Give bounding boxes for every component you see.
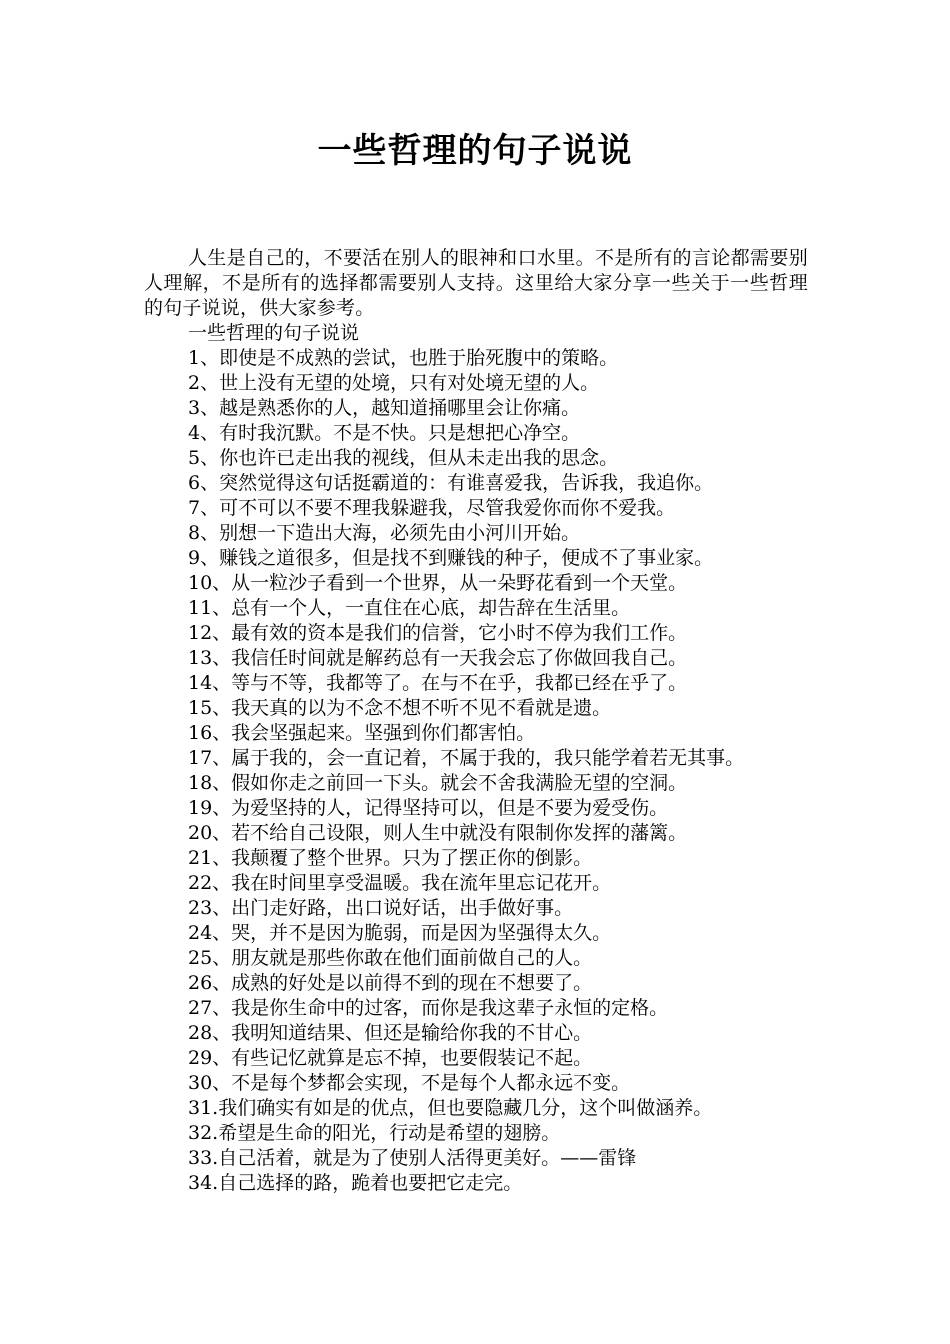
list-item: 8、别想一下造出大海，必须先由小河川开始。 [188,522,581,544]
list-item: 30、不是每个梦都会实现，不是每个人都永远不变。 [188,1072,631,1094]
list-item: 27、我是你生命中的过客，而你是我这辈子永恒的定格。 [188,997,669,1019]
quote-list [144,346,808,1196]
list-item: 12、最有效的资本是我们的信誉，它小时不停为我们工作。 [188,622,688,644]
document-body [144,246,808,1196]
list-item: 3、越是熟悉你的人，越知道捅哪里会让你痛。 [188,397,581,419]
list-item: 17、属于我的，会一直记着，不属于我的，我只能学着若无其事。 [188,747,745,769]
list-item: 29、有些记忆就算是忘不掉，也要假装记不起。 [188,1047,593,1069]
list-item: 21、我颠覆了整个世界。只为了摆正你的倒影。 [188,847,593,869]
list-item: 1、即使是不成熟的尝试，也胜于胎死腹中的策略。 [188,347,619,369]
intro-paragraph: 人生是自己的，不要活在别人的眼神和口水里。不是所有的言论都需要别人理解，不是所有的选择都需要别人支持。这里给大家分享一些关于一些哲理的句子说说，供大家参考。 [144,247,808,319]
list-item: 10、从一粒沙子看到一个世界，从一朵野花看到一个天堂。 [188,572,688,594]
list-item: 19、为爱坚持的人，记得坚持可以，但是不要为爱受伤。 [188,797,669,819]
list-item: 32.希望是生命的阳光，行动是希望的翅膀。 [188,1122,561,1144]
page-title: 一些哲理的句子说说 [317,131,633,171]
list-item: 22、我在时间里享受温暖。我在流年里忘记花开。 [188,872,612,894]
list-item: 24、哭，并不是因为脆弱，而是因为坚强得太久。 [188,922,612,944]
list-item: 33.自己活着，就是为了使别人活得更美好。——雷锋 [188,1147,637,1169]
list-item: 26、成熟的好处是以前得不到的现在不想要了。 [188,972,593,994]
list-item: 7、可不可以不要不理我躲避我，尽管我爱你而你不爱我。 [188,497,676,519]
list-item: 28、我明知道结果、但还是输给你我的不甘心。 [188,1022,593,1044]
list-item: 16、我会坚强起来。坚强到你们都害怕。 [188,722,536,744]
list-item: 18、假如你走之前回一下头。就会不舍我满脸无望的空洞。 [188,772,688,794]
list-item: 11、总有一个人，一直住在心底，却告辞在生活里。 [188,597,631,619]
list-item: 15、我天真的以为不念不想不听不见不看就是遗。 [188,697,612,719]
list-item: 5、你也许已走出我的视线，但从未走出我的思念。 [188,447,619,469]
list-item: 4、有时我沉默。不是不快。只是想把心净空。 [188,422,581,444]
list-item: 2、世上没有无望的处境，只有对处境无望的人。 [188,372,600,394]
list-item: 34.自己选择的路，跪着也要把它走完。 [188,1172,523,1194]
list-item: 9、赚钱之道很多，但是找不到赚钱的种子，便成不了事业家。 [188,547,714,569]
list-item: 13、我信任时间就是解药总有一天我会忘了你做回我自己。 [188,647,688,669]
list-item: 25、朋友就是那些你敢在他们面前做自己的人。 [188,947,593,969]
list-item: 31.我们确实有如是的优点，但也要隐藏几分，这个叫做涵养。 [188,1097,713,1119]
list-item: 6、突然觉得这句话挺霸道的：有谁喜爱我，告诉我，我追你。 [188,472,714,494]
subheading: 一些哲理的句子说说 [188,322,360,344]
list-item: 20、若不给自己设限，则人生中就没有限制你发挥的藩篱。 [188,822,688,844]
list-item: 23、出门走好路，出口说好话，出手做好事。 [188,897,574,919]
list-item: 14、等与不等，我都等了。在与不在乎，我都已经在乎了。 [188,672,688,694]
